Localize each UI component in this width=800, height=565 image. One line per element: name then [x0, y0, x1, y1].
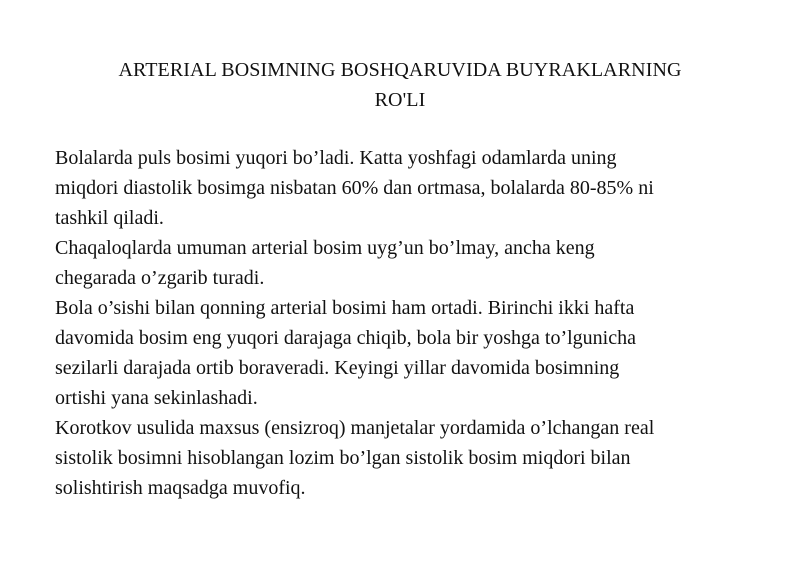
document-body: [55, 143, 755, 503]
title-line: RO'LI: [374, 89, 426, 111]
body-line: ortishi yana sekinlashadi.: [55, 387, 258, 409]
body-line: chegarada o’zgarib turadi.: [55, 267, 265, 289]
body-line: Bolalarda puls bosimi yuqori bo’ladi. Katta yoshfagi odamlarda uning: [55, 147, 617, 169]
body-line: solishtirish maqsadga muvofiq.: [55, 477, 306, 499]
title-line: ARTERIAL BOSIMNING BOSHQARUVIDA BUYRAKLARNING: [118, 59, 682, 81]
body-line: sezilarli darajada ortib boraveradi. Keyingi yillar davomida bosimning: [55, 357, 620, 379]
body-line: miqdori diastolik bosimga nisbatan 60% dan ortmasa, bolalarda 80-85% ni: [55, 177, 654, 199]
body-line: Bola o’sishi bilan qonning arterial bosimi ham ortadi. Birinchi ikki hafta: [55, 297, 635, 319]
body-line: sistolik bosimni hisoblangan lozim bo’lgan sistolik bosim miqdori bilan: [55, 447, 631, 469]
body-line: tashkil qiladi.: [55, 207, 164, 229]
document-title: [60, 55, 740, 115]
body-line: Korotkov usulida maxsus (ensizroq) manjetalar yordamida o’lchangan real: [55, 417, 655, 439]
body-line: Chaqaloqlarda umuman arterial bosim uyg’un bo’lmay, ancha keng: [55, 237, 595, 259]
body-line: davomida bosim eng yuqori darajaga chiqib, bola bir yoshga to’lgunicha: [55, 327, 636, 349]
